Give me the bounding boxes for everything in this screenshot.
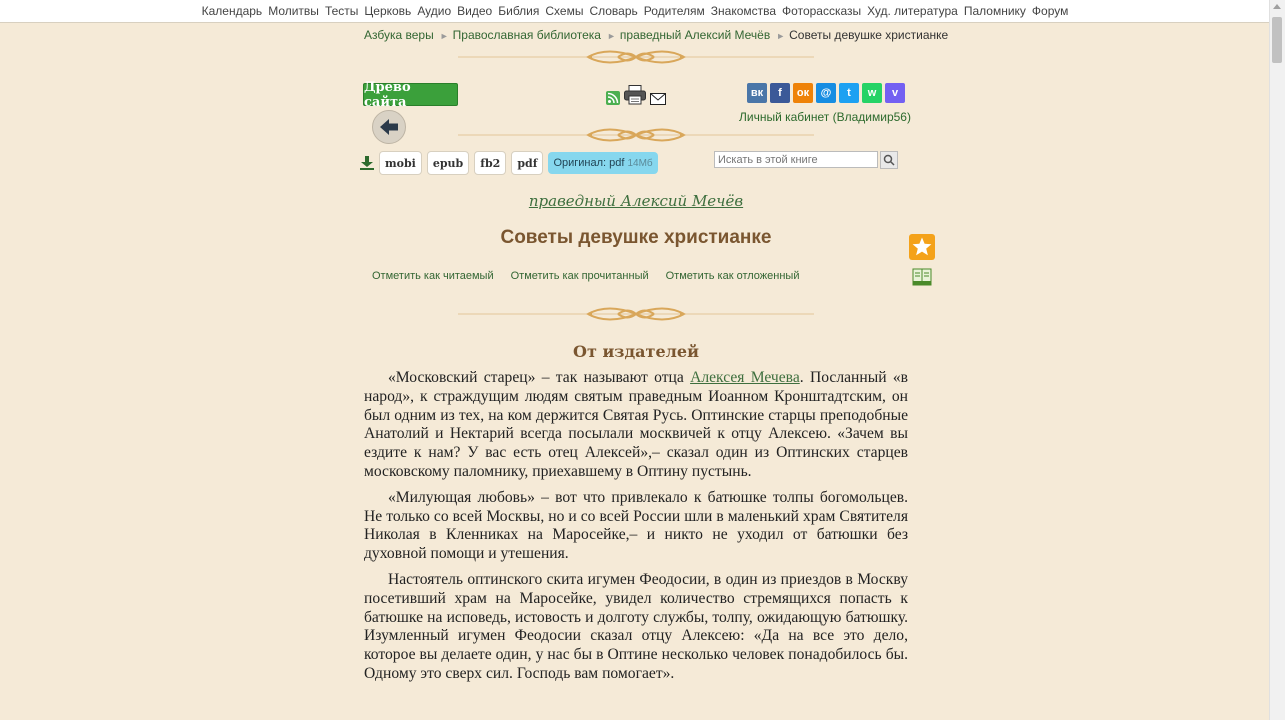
article-content xyxy=(364,369,908,691)
breadcrumb-current: Советы девушке христианке xyxy=(789,28,949,42)
paragraph: «Милующая любовь» – вот что привлекало к батюшке толпы богомольцев. Не только со всей Москвы, но и со всей России шли в маленький храм Святителя Николая в Кленниках на Маросейке,– и никто не уходил от батюшки без духовной помощи и утешения. xyxy=(364,488,908,563)
breadcrumb-arrow-icon: ► xyxy=(439,31,449,41)
search-icon xyxy=(883,154,895,166)
original-pdf-size: 14Мб xyxy=(627,157,653,169)
moimir-icon[interactable]: @ xyxy=(816,83,836,103)
search-input[interactable] xyxy=(714,151,878,168)
original-pdf-label: Оригинал: pdf xyxy=(553,157,625,169)
nav-parents[interactable]: Родителям xyxy=(643,4,705,18)
scroll-up-icon[interactable] xyxy=(1273,4,1281,9)
personal-cabinet-link[interactable]: Личный кабинет (Владимир56) xyxy=(739,110,911,124)
alexey-mechev-link[interactable]: Алексея Мечева xyxy=(690,369,800,386)
reading-status-links xyxy=(372,270,799,282)
vk-icon[interactable]: вк xyxy=(747,83,767,103)
nav-audio[interactable]: Аудио xyxy=(417,4,452,18)
download-fb2-button[interactable]: fb2 xyxy=(474,151,506,175)
mark-read-link[interactable]: Отметить как прочитанный xyxy=(510,270,649,282)
breadcrumb-author[interactable]: праведный Алексий Мечёв xyxy=(619,28,771,42)
book-icon[interactable] xyxy=(912,268,932,286)
ornament-divider-icon xyxy=(458,303,814,325)
social-share-bar xyxy=(747,83,905,103)
paragraph xyxy=(364,369,908,482)
odnoklassniki-icon[interactable]: ок xyxy=(793,83,813,103)
whatsapp-icon[interactable]: w xyxy=(862,83,882,103)
mark-reading-link[interactable]: Отметить как читаемый xyxy=(372,270,494,282)
favorite-star-icon[interactable] xyxy=(909,234,935,260)
breadcrumb-library[interactable]: Православная библиотека xyxy=(452,28,601,42)
nav-dictionary[interactable]: Словарь xyxy=(589,4,638,18)
nav-video[interactable]: Видео xyxy=(457,4,493,18)
nav-prayers[interactable]: Молитвы xyxy=(268,4,319,18)
original-pdf-button[interactable] xyxy=(548,152,657,174)
nav-fiction[interactable]: Худ. литература xyxy=(867,4,958,18)
breadcrumb xyxy=(364,28,948,42)
breadcrumb-arrow-icon: ► xyxy=(776,31,786,41)
breadcrumb-home[interactable]: Азбука веры xyxy=(364,28,434,42)
nav-forum[interactable]: Форум xyxy=(1031,4,1069,18)
arrow-left-icon xyxy=(373,111,405,143)
ornament-divider-icon xyxy=(458,124,814,146)
nav-photo-stories[interactable]: Фоторассказы xyxy=(782,4,862,18)
book-author xyxy=(364,192,908,210)
share-tools xyxy=(606,85,666,105)
rss-icon[interactable] xyxy=(606,91,620,105)
print-icon[interactable] xyxy=(624,85,646,105)
author-link[interactable]: праведный Алексий Мечёв xyxy=(528,192,744,210)
paragraph: Настоятель оптинского скита игумен Феодосии, в один из приездов в Москву посетивший храм на Маросейке, увидел количество стремящихся попасть к батюшке на исповедь, истовость и долготу службы, толпу, ожидающую батюшку. Изумленный игумен Феодосии сказал отцу Алексею: «Да на все это дело, которое вы делаете один, у нас бы в Оптине несколько человек понадобилось бы. Одному это сверх сил. Господь вам помогает». xyxy=(364,570,908,682)
paragraph-text: . Посланный «в народ», к страждущим людям святым праведным Иоанном Кронштадтским, он был одним из тех, на ком держится Святая Русь. Оптинские старцы преподобные Анатолий и Нектарий всегда посылали москвичей к отцу Алексею. «Зачем вы ездите к нам? У вас есть отец Алексей»,– сказал один из Оптинских старцев московскому паломнику, приехавшему в Оптину пустынь. xyxy=(364,369,908,480)
scrollbar[interactable] xyxy=(1269,0,1285,720)
viber-icon[interactable]: v xyxy=(885,83,905,103)
back-button[interactable] xyxy=(372,110,406,144)
mark-postponed-link[interactable]: Отметить как отложенный xyxy=(665,270,800,282)
ornament-divider-icon xyxy=(458,46,814,68)
nav-bible[interactable]: Библия xyxy=(498,4,540,18)
section-heading: От издателей xyxy=(573,342,699,361)
download-icon[interactable] xyxy=(360,156,374,170)
search-button[interactable] xyxy=(880,151,898,169)
nav-church[interactable]: Церковь xyxy=(364,4,412,18)
download-mobi-button[interactable]: mobi xyxy=(379,151,422,175)
facebook-icon[interactable]: f xyxy=(770,83,790,103)
twitter-icon[interactable]: t xyxy=(839,83,859,103)
download-formats xyxy=(360,151,658,175)
download-epub-button[interactable]: epub xyxy=(427,151,469,175)
book-search xyxy=(714,151,898,169)
scrollbar-thumb[interactable] xyxy=(1272,17,1282,63)
breadcrumb-arrow-icon: ► xyxy=(606,31,616,41)
nav-calendar[interactable]: Календарь xyxy=(201,4,263,18)
mail-icon[interactable] xyxy=(650,93,666,105)
site-tree-button[interactable]: Древо сайта xyxy=(363,83,458,106)
paragraph-text: «Московский старец» – так называют отца xyxy=(388,369,691,386)
top-nav xyxy=(0,0,1270,23)
download-pdf-button[interactable]: pdf xyxy=(511,151,543,175)
nav-pilgrim[interactable]: Паломнику xyxy=(963,4,1026,18)
nav-dating[interactable]: Знакомства xyxy=(710,4,777,18)
nav-tests[interactable]: Тесты xyxy=(324,4,359,18)
nav-schemes[interactable]: Схемы xyxy=(545,4,584,18)
page-title: Советы девушке христианке xyxy=(500,227,772,248)
